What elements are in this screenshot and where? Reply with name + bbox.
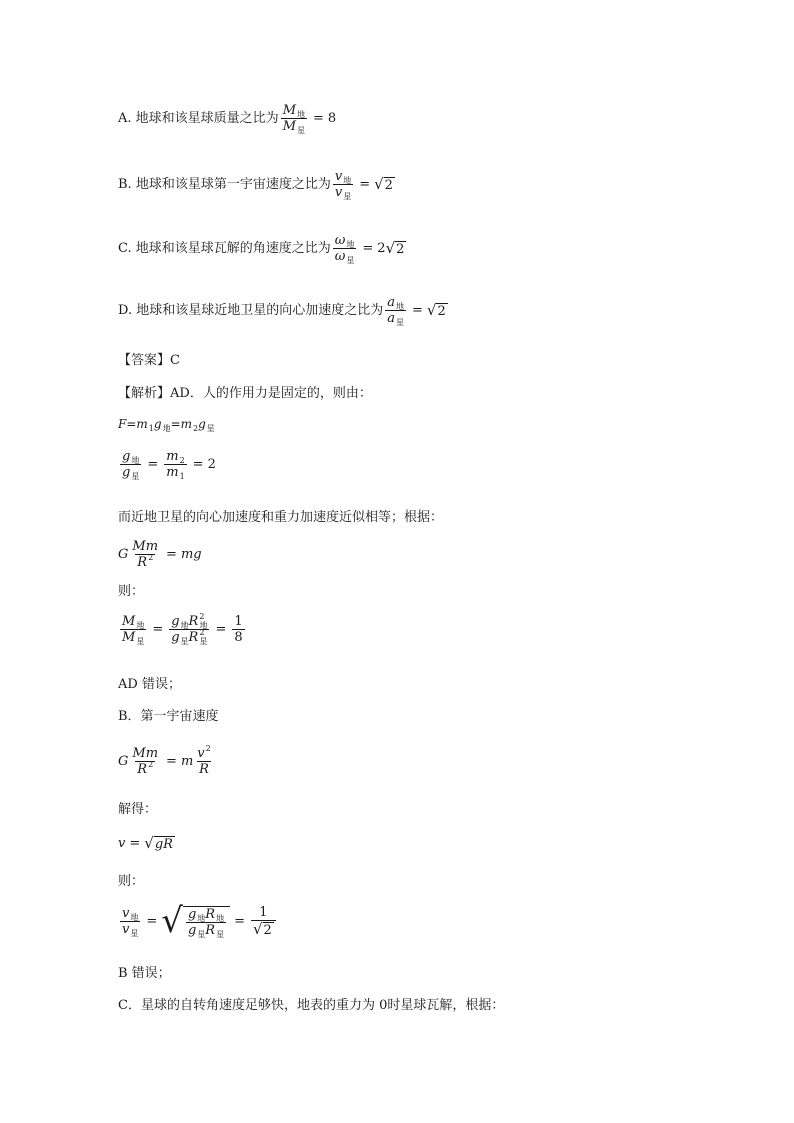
equation-mass-ratio: $\frac{M_地}{M_星}$ = $\frac{g_地R^2_地}{g_星R^2_星}$ = $\frac{1}{8}$ [122, 612, 243, 646]
answer-value: C [170, 353, 180, 368]
answer-bracket: 【答案】 [118, 353, 171, 368]
answer-line [118, 354, 180, 367]
option-a-text: 地球和该星球质量之比为 [135, 111, 279, 126]
analysis-bracket: 【解析】 [118, 386, 171, 401]
b-heading: B．第一宇宙速度 [118, 709, 219, 724]
analysis-intro [118, 387, 372, 400]
option-d: D. 地球和该星球近地卫星的向心加速度之比为 $\frac{a_地}{a_星}$ = √ 2 [118, 295, 446, 327]
option-d-label: D. [118, 303, 133, 318]
option-c-sqrt: √ 2 [385, 239, 405, 257]
option-b-label: B. [118, 177, 132, 192]
ad-wrong: AD 错误； [118, 677, 181, 692]
option-b-fraction: $\frac{v_地}{v_星}$ [334, 169, 352, 201]
equation-force: $F=m_1g_地=m_2g_星$ [118, 417, 215, 433]
equation-gravity-mg: G $\frac{Mm}{R^2}$ = mg [118, 539, 202, 570]
equation-g-ratio: $\frac{g_地}{g_星}$ = $\frac{m_2}{m_1}$ = 2 [122, 449, 216, 481]
option-c-coef: 2 [377, 241, 386, 256]
option-c-fraction: $\frac{\omega_地}{\omega_星}$ [334, 233, 355, 265]
option-b: B. 地球和该星球第一宇宙速度之比为 $\frac{v_地}{v_星}$ = √ 2 [118, 169, 393, 201]
c-heading: C．星球的自转角速度足够快，地表的重力为 0时星球瓦解，根据： [118, 998, 505, 1013]
option-c-text: 地球和该星球瓦解的角速度之比为 [135, 241, 331, 256]
option-d-text: 地球和该星球近地卫星的向心加速度之比为 [136, 303, 384, 318]
then-label-2: 则： [118, 874, 145, 889]
solve-label: 解得： [118, 802, 158, 817]
option-c-label: C. [118, 241, 132, 256]
equation-v-sqrt: v = √ gR [118, 834, 173, 852]
option-d-sqrt: √ 2 [426, 301, 446, 319]
option-b-sqrt: √ 2 [374, 175, 393, 193]
analysis-intro-text: AD．人的作用力是固定的，则由： [170, 386, 372, 401]
b-wrong: B 错误； [118, 966, 171, 981]
then-label-1: 则： [118, 584, 145, 599]
option-b-text: 地球和该星球第一宇宙速度之比为 [135, 177, 331, 192]
equation-v-ratio: $\frac{v_地}{v_星}$ = √ $\frac{g_地R_地}{g_星R_星}$ = 1 √ 2 [118, 906, 278, 937]
option-a: A. 地球和该星球质量之比为 $\frac{M_地}{M_星}$ = 8 [118, 103, 337, 135]
option-a-label: A. [118, 111, 132, 126]
option-a-fraction: $\frac{M_地}{M_星}$ [282, 103, 305, 135]
equation-first-cosmic: G $\frac{Mm}{R^2}$ = m $\frac{v^2}{R}$ [118, 744, 211, 777]
option-d-fraction: $\frac{a_地}{a_星}$ [387, 295, 405, 327]
option-c: C. 地球和该星球瓦解的角速度之比为 $\frac{\omega_地}{\omega_星}$ = 2 √ 2 [118, 233, 405, 265]
option-a-value: 8 [327, 111, 337, 126]
analysis-line-2: 而近地卫星的向心加速度和重力加速度近似相等；根据： [118, 510, 444, 525]
